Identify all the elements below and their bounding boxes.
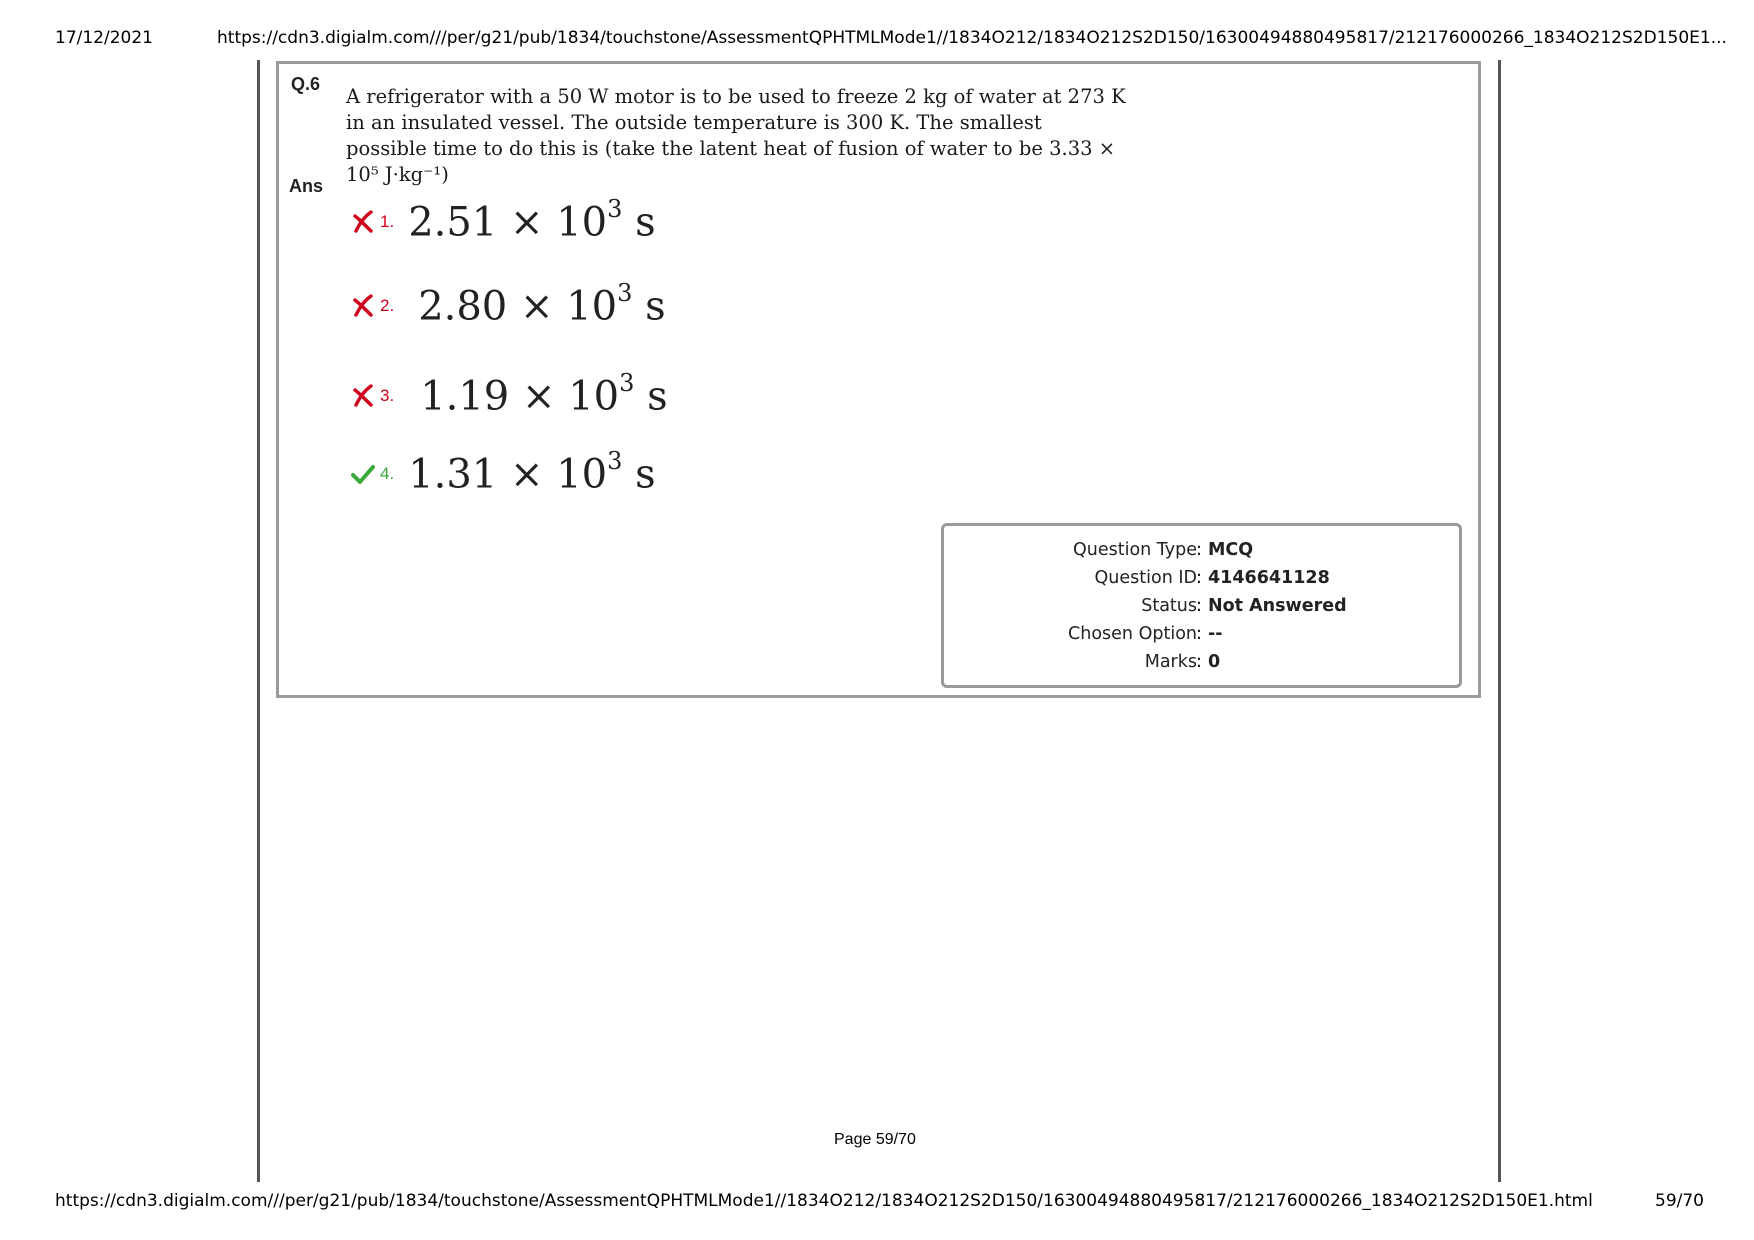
- info-value: Not Answered: [1208, 596, 1347, 616]
- option-1: [350, 192, 656, 252]
- check-icon: [350, 461, 376, 487]
- option-2: [350, 276, 666, 336]
- option-3: [350, 366, 668, 426]
- cross-icon: [350, 383, 376, 409]
- info-key: Question ID: [1094, 568, 1197, 588]
- option-value: $1.19 \times 10^3$ s: [420, 368, 668, 420]
- info-separator: :: [1196, 624, 1202, 644]
- info-separator: :: [1196, 540, 1202, 560]
- option-number: 4.: [380, 464, 395, 483]
- print-header-url: https://cdn3.digialm.com///per/g21/pub/1834/touchstone/AssessmentQPHTMLMode1//1834O212/1834O212S2D150/16300494880495817/212176000266_1834O212S2D150E1...: [217, 28, 1727, 48]
- option-number: 1.: [380, 212, 395, 231]
- info-key: Status: [1141, 596, 1197, 616]
- info-key: Marks: [1144, 652, 1197, 672]
- question-number: Q.6: [291, 74, 321, 94]
- info-value: MCQ: [1208, 540, 1254, 560]
- question-info-panel: [941, 523, 1462, 688]
- print-page-count: 59/70: [1655, 1191, 1704, 1211]
- option-value: $2.80 \times 10^3$ s: [418, 278, 666, 330]
- option-value: $2.51 \times 10^3$ s: [408, 194, 656, 246]
- info-separator: :: [1196, 568, 1202, 588]
- page-number-label: Page 59/70: [834, 1131, 916, 1148]
- cross-icon: [350, 293, 376, 319]
- info-value: --: [1208, 624, 1223, 644]
- info-value: 0: [1208, 652, 1221, 672]
- print-date: 17/12/2021: [55, 28, 153, 48]
- cross-icon: [350, 209, 376, 235]
- question-text: A refrigerator with a 50 W motor is to be used to freeze 2 kg of water at 273 K in an insulated vessel. The outside temperature is 300 K. The smallest possible time to do this is (take the latent heat of fusion of water to be 3.33 × 10⁵ J·kg⁻¹): [346, 85, 1126, 186]
- answer-label: Ans: [289, 176, 324, 196]
- info-row-question-id: [944, 568, 1459, 592]
- page-border-right: [1498, 60, 1501, 1182]
- info-row-question-type: [944, 540, 1459, 564]
- info-separator: :: [1196, 652, 1202, 672]
- info-key: Question Type: [1072, 540, 1197, 560]
- option-4: [350, 444, 656, 504]
- info-key: Chosen Option: [1068, 624, 1197, 644]
- info-row-chosen-option: [944, 624, 1459, 648]
- info-value: 4146641128: [1208, 568, 1330, 588]
- info-row-status: [944, 596, 1459, 620]
- option-value: $1.31 \times 10^3$ s: [408, 446, 656, 498]
- info-separator: :: [1196, 596, 1202, 616]
- page-border-left: [257, 60, 260, 1182]
- print-footer-url: https://cdn3.digialm.com///per/g21/pub/1834/touchstone/AssessmentQPHTMLMode1//1834O212/1834O212S2D150/16300494880495817/212176000266_1834O212S2D150E1.html: [55, 1191, 1593, 1211]
- info-row-marks: [944, 652, 1459, 676]
- option-number: 3.: [380, 386, 395, 405]
- option-number: 2.: [380, 296, 395, 315]
